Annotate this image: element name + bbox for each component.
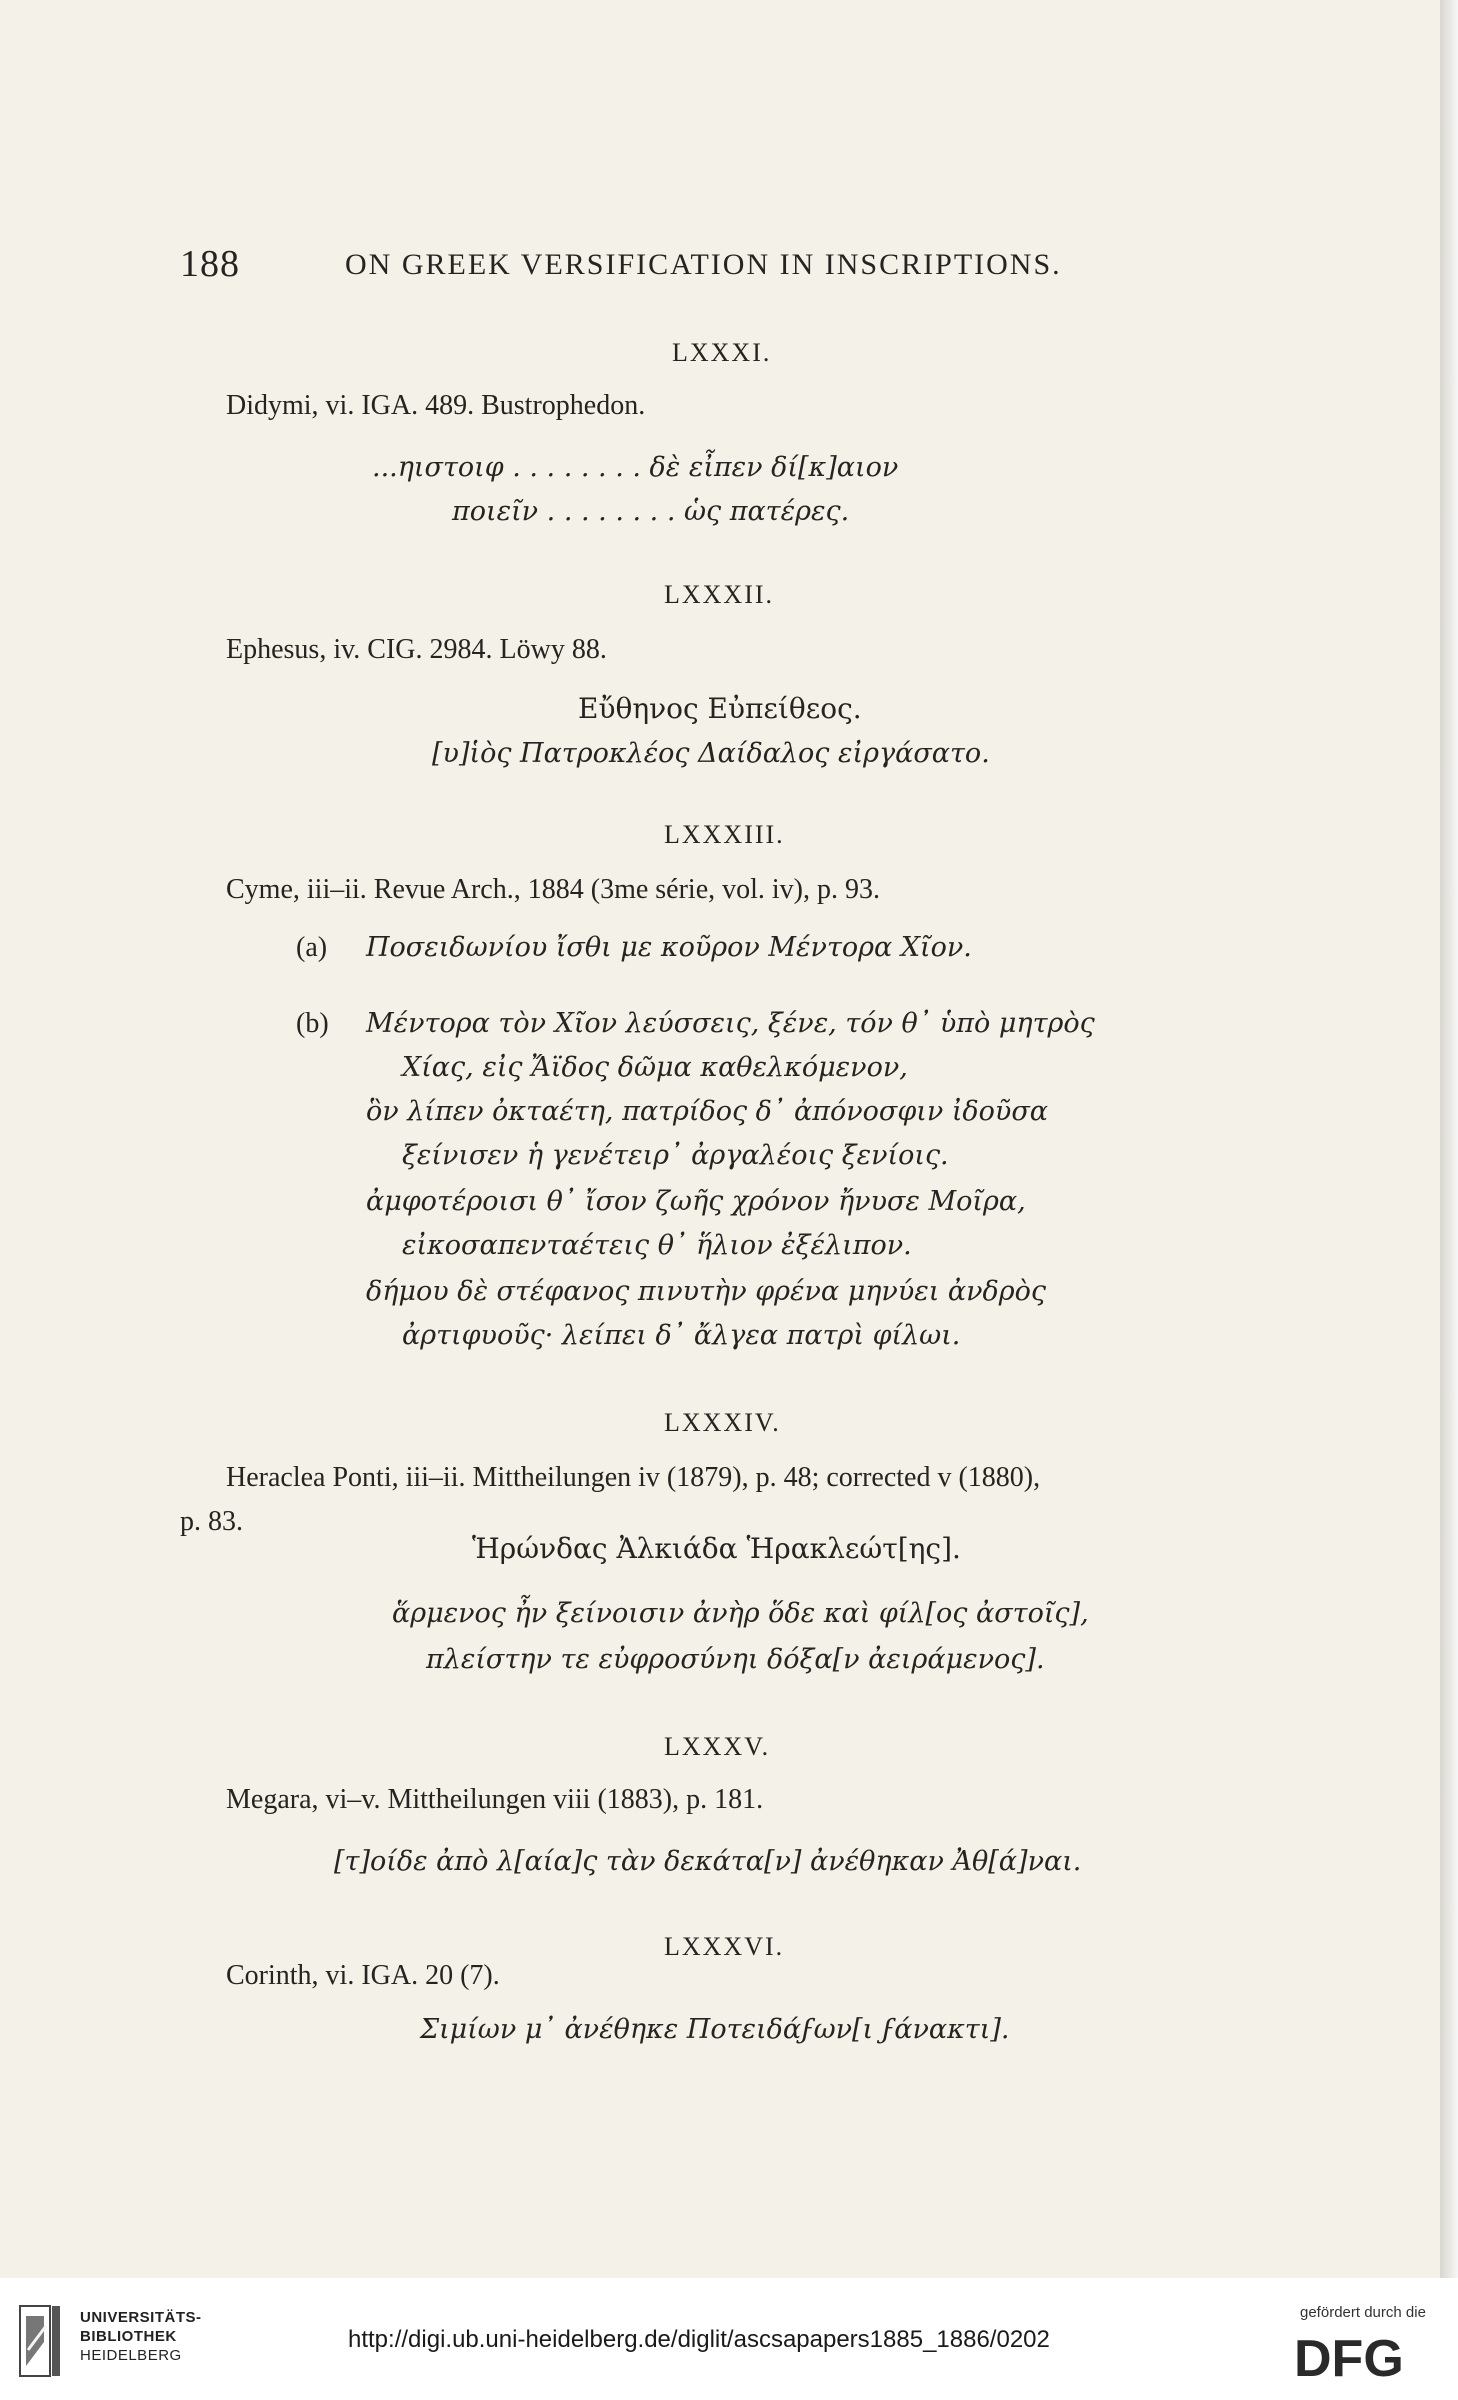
- page-edge: [1440, 0, 1458, 2278]
- verse-line: δήμου δὲ στέφανος πινυτὴν φρένα μηνύει ἀνδρὸς: [366, 1276, 1047, 1307]
- entry-numeral: LXXXVI.: [664, 1932, 785, 1961]
- verse-line: Χίας, εἰς Ἄϊδος δῶμα καθελκόμενον,: [402, 1052, 908, 1083]
- entry-numeral: LXXXIII.: [664, 820, 785, 849]
- verse-line: Μέντορα τὸν Χῖον λεύσσεις, ξένε, τόν θ᾽ ὑπὸ μητρὸς: [366, 1008, 1095, 1039]
- entry-numeral: LXXXIV.: [664, 1408, 781, 1437]
- institution-line: BIBLIOTHEK: [80, 2328, 177, 2345]
- part-label: (a): [296, 932, 328, 963]
- digitization-footer: [0, 2278, 1458, 2400]
- page-number: 188: [180, 243, 240, 285]
- entry-source: Ephesus, iv. CIG. 2984. Löwy 88.: [226, 634, 607, 665]
- verse-line: ἅρμενος ἦν ξείνοισιν ἀνὴρ ὅδε καὶ φίλ[ος ἀστοῖς],: [392, 1598, 1089, 1629]
- part-label: (b): [296, 1008, 329, 1039]
- verse-line: εἰκοσαπενταέτεις θ᾽ ἥλιον ἐξέλιπον.: [402, 1230, 912, 1261]
- verse-line: [τ]οίδε ἀπὸ λ[αία]ς τὰν δεκάτα[ν] ἀνέθηκαν Ἀθ[ά]ναι.: [334, 1846, 1082, 1877]
- running-head: [180, 230, 1260, 290]
- verse-line: Εὔθηνος Εὐπείθεος.: [578, 692, 862, 725]
- verse-line: [υ]ἱὸς Πατροκλέος Δαίδαλος εἰργάσατο.: [432, 738, 990, 769]
- dfg-logo-text: DFG: [1294, 2330, 1404, 2384]
- verse-line: ξείνισεν ἡ γενέτειρ᾽ ἀργαλέοις ξενίοις.: [402, 1140, 949, 1171]
- institution-name: [80, 2308, 202, 2365]
- entry-source: Cyme, iii–ii. Revue Arch., 1884 (3me série, vol. iv), p. 93.: [226, 874, 881, 905]
- institution-line: UNIVERSITÄTS-: [80, 2309, 202, 2326]
- funded-by-label: gefördert durch die: [1300, 2304, 1426, 2321]
- entry-source-continued: p. 83.: [180, 1506, 243, 1537]
- institution-line: HEIDELBERG: [80, 2347, 182, 2364]
- verse-line: ποιεῖν . . . . . . . . ὡς πατέρες.: [452, 496, 850, 527]
- entry-numeral: LXXXV.: [664, 1732, 771, 1761]
- university-seal-icon: [18, 2302, 64, 2380]
- entry-source: Heraclea Ponti, iii–ii. Mittheilungen iv (1879), p. 48; corrected v (1880),: [226, 1462, 1041, 1493]
- verse-line: ἀμφοτέροισι θ᾽ ἴσον ζωῆς χρόνον ἤνυσε Μοῖρα,: [366, 1186, 1026, 1217]
- dfg-logo: [1290, 2328, 1440, 2384]
- entry-source: Corinth, vi. IGA. 20 (7).: [226, 1960, 500, 1991]
- verse-line: ἀρτιφυοῦς· λείπει δ᾽ ἄλγεα πατρὶ φίλωι.: [402, 1320, 961, 1351]
- permalink-url[interactable]: http://digi.ub.uni-heidelberg.de/diglit/ascsapapers1885_1886/0202: [348, 2326, 1050, 2353]
- entry-numeral: LXXXII.: [664, 580, 775, 609]
- verse-line: ...ηιστοιφ . . . . . . . . δὲ εἶπεν δί[κ]αιον: [372, 452, 899, 483]
- verse-line: Σιμίων μ᾽ ἀνέθηκε Ποτειδάϝων[ι ϝάνακτι].: [420, 2014, 1010, 2045]
- verse-line: Ποσειδωνίου ἴσθι με κοῦρον Μέντορα Χῖον.: [366, 932, 972, 963]
- verse-line: πλείστην τε εὐφροσύνηι δόξα[ν ἀειράμενος].: [426, 1644, 1045, 1675]
- verse-heading: Ἡρώνδας Ἀλκιάδα Ἡρακλεώτ[ης].: [472, 1532, 961, 1565]
- running-title: ON GREEK VERSIFICATION IN INSCRIPTIONS.: [345, 248, 1062, 281]
- verse-line: ὃν λίπεν ὀκταέτη, πατρίδος δ᾽ ἀπόνοσφιν ἰδοῦσα: [366, 1096, 1049, 1127]
- entry-source: Didymi, vi. IGA. 489. Bustrophedon.: [226, 390, 646, 421]
- entry-source: Megara, vi–v. Mittheilungen viii (1883), p. 181.: [226, 1784, 764, 1815]
- entry-numeral: LXXXI.: [672, 338, 772, 367]
